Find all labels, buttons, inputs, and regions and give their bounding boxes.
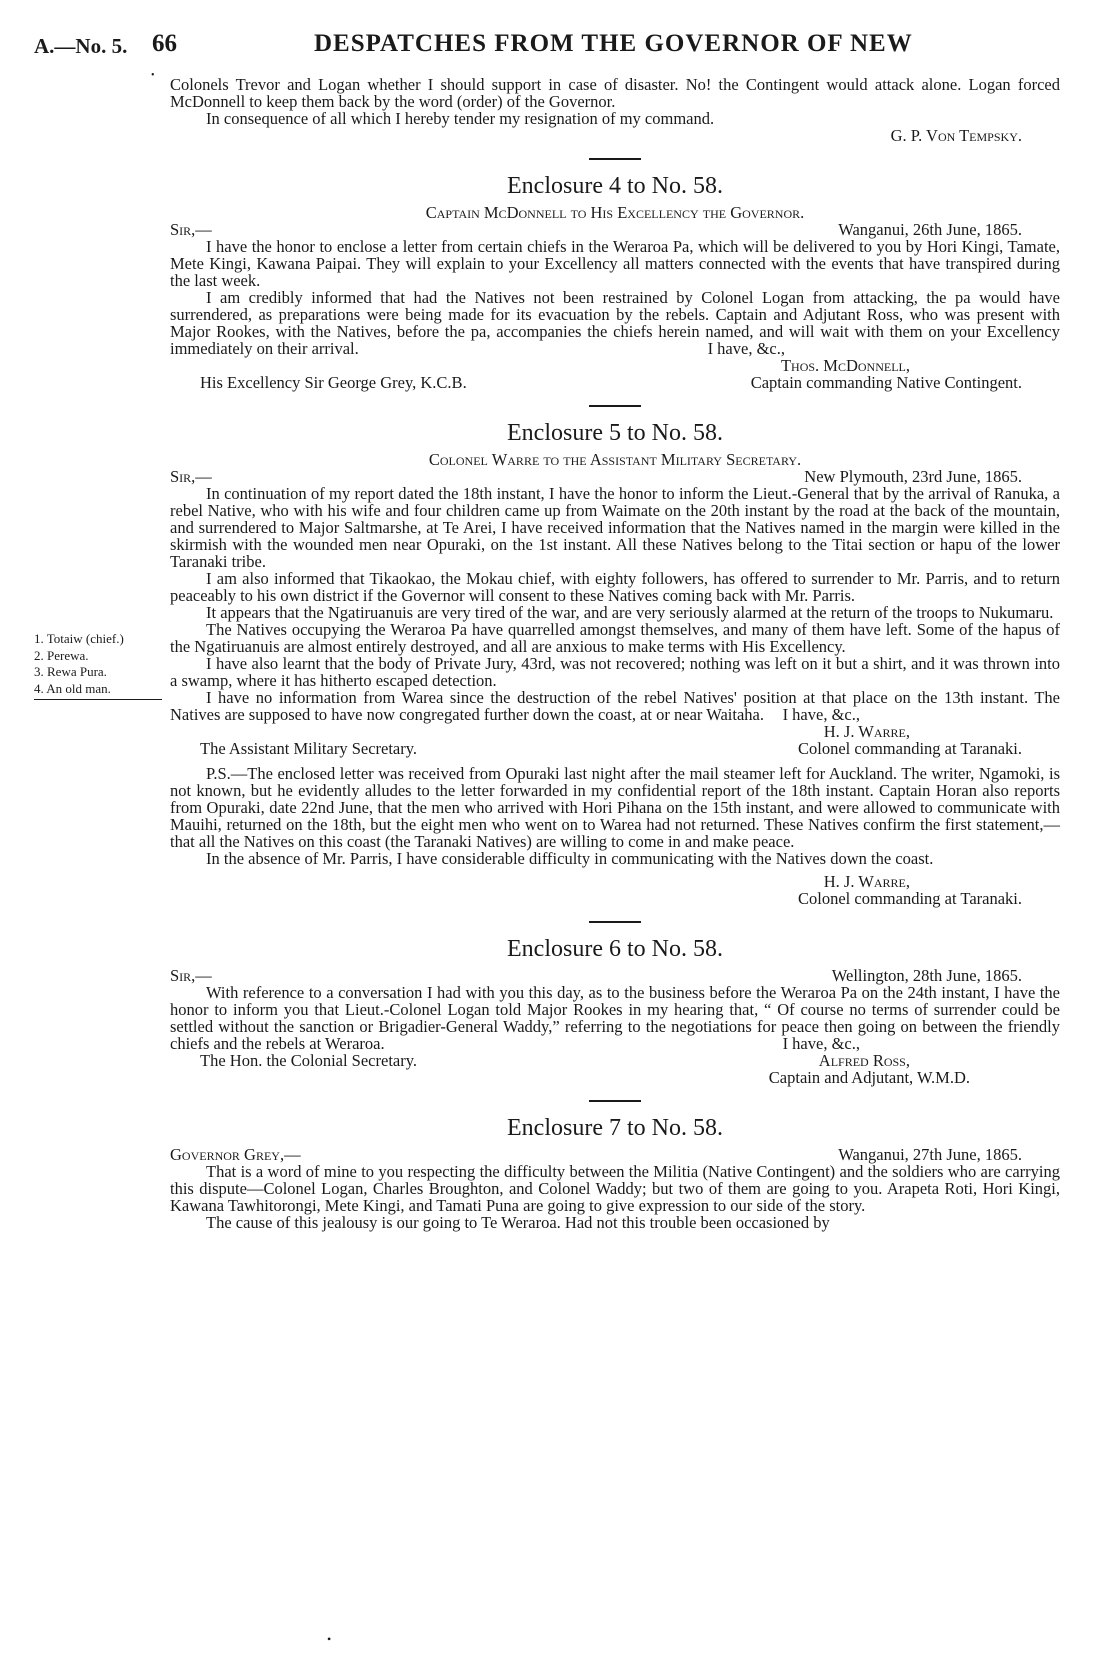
postscript: In the absence of Mr. Parris, I have considerable difficulty in communicating with the Natives down the coast. (206, 849, 934, 868)
paragraph: I have also learnt that the body of Private Jury, 43rd, was not recovered; nothing was left on it but a shirt, and it was thrown into a swamp, where it has hitherto escaped detection. (170, 654, 1060, 690)
paragraph: I have no information from Warea since the destruction of the rebel Natives' position at that place on the 13th instant. The Natives are supposed to have now congregated further down the coast, at or near Waitaha. (170, 688, 1060, 724)
enclosure-subheading: Colonel Warre to the Assistant Military Secretary. (428, 450, 802, 469)
carryover-signature: G. P. Von Tempsky. (890, 126, 1022, 145)
page-header (34, 30, 1094, 64)
margin-note (34, 631, 162, 700)
signer-title: Captain and Adjutant, W.M.D. (768, 1068, 970, 1087)
paragraph: The Natives occupying the Weraroa Pa have quarrelled amongst themselves, and many of them have left. Some of the hapus of the Ngatiruanuis are almost entirely destroyed, and all are anxious to make terms with His Excellency. (170, 620, 1060, 656)
postscript: P.S.—The enclosed letter was received from Opuraki last night after the mail steamer left for Auckland. The writer, Ngamoki, is not known, but he evidently alludes to the letter forwarded in my confidential report of the 18th instant. Captain Horan also reports from Opuraki, date 22nd June, that the men who arrived with Hori Pihana on the 15th instant, and were allowed to communicate with Mauihi, returned on the 18th, but the eight men who went on to Warea had not returned. These Natives confirm the first statement,—that all the Natives on this coast (the Taranaki Natives) are willing to come in and make peace. (170, 764, 1060, 851)
signer: H. J. Warre, (823, 722, 910, 741)
section-divider (589, 158, 641, 160)
margin-note-item: 4. An old man. (34, 680, 111, 696)
paragraph: With reference to a conversation I had with you this day, as to the business before the Weraroa Pa on the 24th instant, I have the honor to inform you that Lieut.-Colonel Logan told Major Rookes in my hearing that, “ Of course no terms of surrender could be settled without the sanction or Brigadier-General Waddy,” referring to the negotiations for peace then going on between the friendly chiefs and the rebels at Weraroa. (170, 983, 1060, 1053)
enclosure-heading: Enclosure 4 to No. 58. (507, 173, 723, 199)
tick-mark: • (151, 70, 155, 81)
paragraph: That is a word of mine to you respecting the difficulty between the Militia (Native Contingent) and the soldiers who are carrying this dispute—Colonel Logan, Charles Broughton, and Colonel Waddy; but two of them are going to you. Arapeta Roti, Hori Kingi, Kawana Tawhitorongi, Mete Kingi, and Tamati Puna are going to give expression to our side of the story. (170, 1162, 1060, 1215)
place-date: Wellington, 28th June, 1865. (831, 966, 1022, 985)
addressee: The Assistant Military Secretary. (200, 739, 418, 758)
place-date: Wanganui, 27th June, 1865. (838, 1145, 1022, 1164)
enclosure-5 (170, 419, 1060, 907)
paragraph: In continuation of my report dated the 18th instant, I have the honor to inform the Lieut.-General that by the arrival of Ranuka, a rebel Native, who with his wife and four children came up from Waimate on the 20th instant by the road at the back of the mountain, and surrendered to Major Saltmarshe, at Te Arei, I have received information that the Natives named in the margin were killed in the skirmish with the wounded men near Opuraki, on the 1st instant. All these Natives belong to the Titai section or hapu of the lower Taranaki tribe. (170, 484, 1060, 571)
enclosure-subheading: Captain McDonnell to His Excellency the Governor. (425, 203, 805, 222)
stray-mark: • (327, 1632, 332, 1646)
salutation: Sir,— (170, 467, 212, 486)
salutation: Sir,— (170, 220, 212, 239)
paragraph: I am also informed that Tikaokao, the Mokau chief, with eighty followers, has offered to surrender to Mr. Parris, and to return peaceably to his own district if the Governor will consent to these Natives coming back with Mr. Parris. (170, 569, 1060, 605)
carryover-paragraph-2: In consequence of all which I hereby tender my resignation of my command. (206, 109, 715, 128)
signer: H. J. Warre, (823, 872, 910, 891)
place-date: New Plymouth, 23rd June, 1865. (804, 467, 1022, 486)
document-reference: A.—No. 5. (34, 34, 128, 58)
section-divider (589, 1100, 641, 1102)
salutation: Governor Grey,— (170, 1145, 301, 1164)
signer: Thos. McDonnell, (780, 356, 910, 375)
margin-note-item: 1. Totaiw (chief.) (34, 631, 124, 646)
salutation: Sir,— (170, 966, 212, 985)
signer-title: Colonel commanding at Taranaki. (798, 739, 1022, 758)
closing: I have, &c., (782, 1034, 860, 1053)
page-number: 66 (152, 30, 177, 57)
enclosure-heading: Enclosure 7 to No. 58. (507, 1115, 723, 1141)
running-title: DESPATCHES FROM THE GOVERNOR OF NEW (314, 30, 913, 57)
enclosure-7 (170, 1114, 1060, 1231)
closing: I have, &c., (782, 705, 860, 724)
section-divider (589, 921, 641, 923)
signer-title: Colonel commanding at Taranaki. (798, 889, 1022, 908)
paragraph: I have the honor to enclose a letter from certain chiefs in the Weraroa Pa, which will be delivered to you by Hori Kingi, Tamate, Mete Kingi, Kawana Paipai. They will explain to your Excellency all matters connected with the events that have transpired during the last week. (170, 237, 1060, 290)
paragraph: I am credibly informed that had the Natives not been restrained by Colonel Logan from attacking, the pa would have surrendered, as preparations were being made for its evacuation by the rebels. Captain and Adjutant Ross, who was present with Major Rookes, with the Natives, before the pa, accompanies the chiefs herein named, and will wait with them on your Excellency immediately on their arrival. (170, 288, 1060, 358)
enclosure-6 (170, 935, 1060, 1086)
addressee: His Excellency Sir George Grey, K.C.B. (200, 373, 467, 392)
paragraph: The cause of this jealousy is our going to Te Weraroa. Had not this trouble been occasioned by (206, 1213, 830, 1232)
addressee: The Hon. the Colonial Secretary. (200, 1051, 418, 1070)
place-date: Wanganui, 26th June, 1865. (838, 220, 1022, 239)
carryover-paragraph: Colonels Trevor and Logan whether I should support in case of disaster. No! the Contingent would attack alone. Logan forced McDonnell to keep them back by the word (order) of the Governor. (170, 75, 1060, 111)
margin-note-item: 3. Rewa Pura. (34, 664, 107, 679)
enclosure-4 (170, 172, 1060, 391)
enclosure-heading: Enclosure 6 to No. 58. (507, 936, 723, 962)
signer-title: Captain commanding Native Contingent. (750, 373, 1022, 392)
section-divider (589, 405, 641, 407)
signer: Alfred Ross, (818, 1051, 910, 1070)
enclosure-heading: Enclosure 5 to No. 58. (507, 420, 723, 446)
closing: I have, &c., (707, 339, 785, 358)
paragraph: It appears that the Ngatiruanuis are very tired of the war, and are very seriously alarmed at the return of the troops to Nukumaru. (206, 603, 1054, 622)
margin-note-item: 2. Perewa. (34, 647, 89, 663)
main-text (170, 76, 1060, 1231)
